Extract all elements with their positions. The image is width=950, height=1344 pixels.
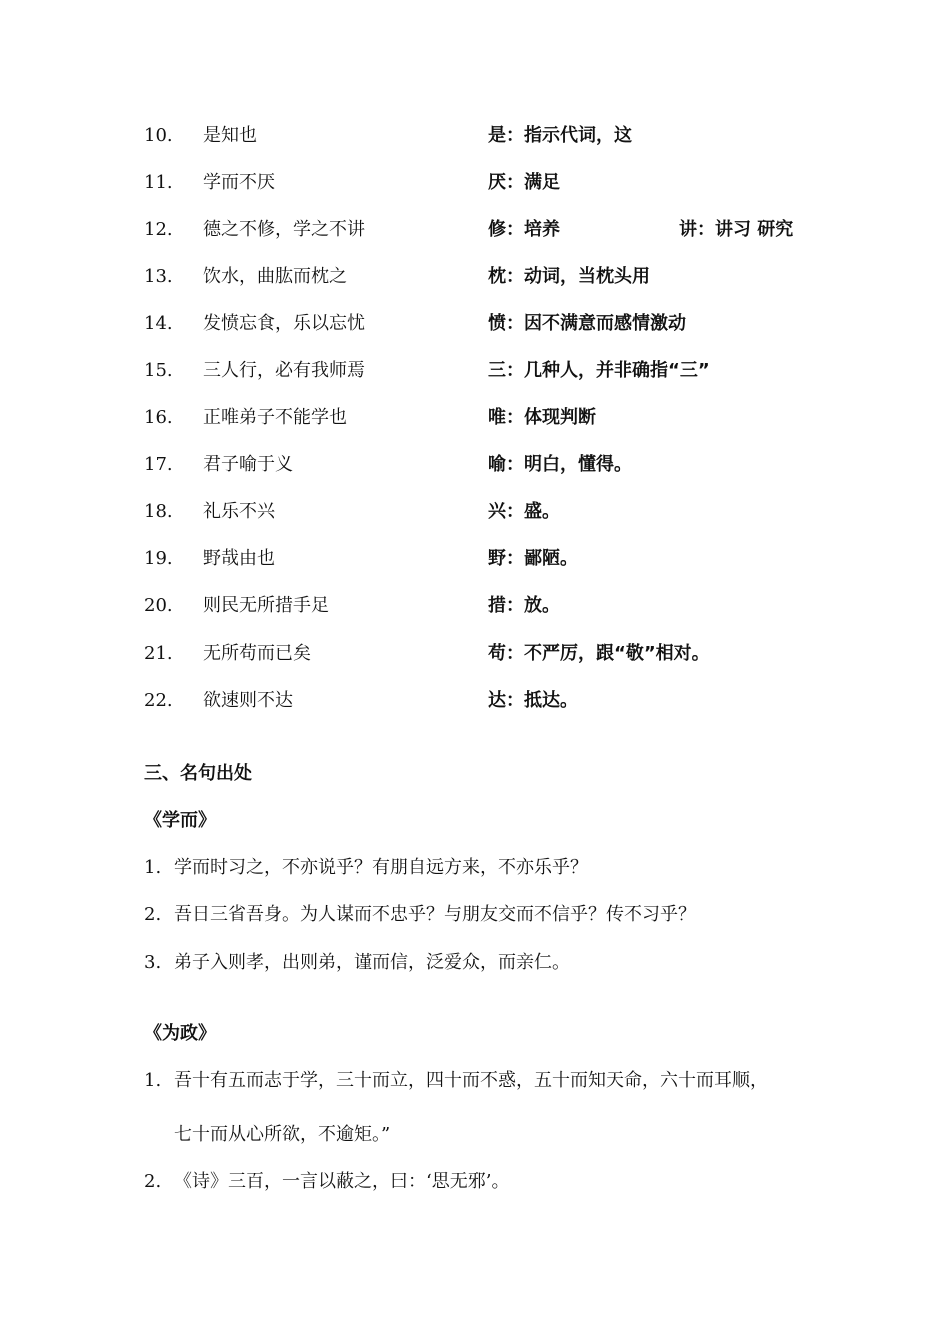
section-heading: 三、名句出处 (144, 763, 252, 784)
quote-text: 学而时习之，不亦说乎？有朋自远方来，不亦乐乎？ (174, 857, 588, 878)
vocab-row (0, 591, 950, 621)
vocab-phrase: 正唯弟子不能学也 (203, 407, 347, 428)
vocab-gloss: 野：鄙陋。 (488, 548, 578, 569)
vocab-number: 18. (144, 501, 173, 522)
vocab-phrase: 礼乐不兴 (203, 501, 275, 522)
vocab-row (0, 168, 950, 198)
vocab-gloss: 是：指示代词，这 (488, 125, 632, 146)
vocab-gloss: 愤：因不满意而感情激动 (488, 313, 686, 334)
vocab-row (0, 639, 950, 669)
vocab-phrase: 饮水，曲肱而枕之 (203, 266, 347, 287)
vocab-gloss: 唯：体现判断 (488, 407, 596, 428)
vocab-number: 16. (144, 407, 173, 428)
vocab-gloss: 达：抵达。 (488, 690, 578, 711)
vocab-row (0, 215, 950, 245)
vocab-row (0, 497, 950, 527)
vocab-phrase: 欲速则不达 (203, 690, 293, 711)
subsection-title-weizheng: 《为政》 (144, 1023, 216, 1044)
quote-number: 1. (144, 1070, 162, 1091)
quote-number: 2. (144, 1171, 162, 1192)
quote-text: 吾日三省吾身。为人谋而不忠乎？与朋友交而不信乎？传不习乎？ (174, 904, 696, 925)
vocab-gloss: 兴：盛。 (488, 501, 560, 522)
vocab-number: 10. (144, 125, 173, 146)
vocab-row (0, 403, 950, 433)
vocab-number: 14. (144, 313, 173, 334)
vocab-phrase: 三人行，必有我师焉 (203, 360, 365, 381)
subsection-title-xueer: 《学而》 (144, 810, 216, 831)
vocab-row (0, 544, 950, 574)
vocab-number: 13. (144, 266, 173, 287)
vocab-gloss: 苟：不严厉，跟“敬”相对。 (488, 643, 710, 664)
vocab-gloss: 枕：动词，当枕头用 (488, 266, 650, 287)
vocab-gloss: 修：培养 (488, 219, 560, 240)
quote-text: 吾十有五而志于学，三十而立，四十而不惑，五十而知天命，六十而耳顺， (174, 1070, 768, 1091)
vocab-row (0, 262, 950, 292)
vocab-phrase: 发愤忘食，乐以忘忧 (203, 313, 365, 334)
vocab-row (0, 686, 950, 716)
vocab-phrase: 无所苟而已矣 (203, 643, 311, 664)
vocab-gloss: 厌：满足 (488, 172, 560, 193)
vocab-phrase: 是知也 (203, 125, 257, 146)
quote-number: 3. (144, 952, 162, 973)
vocab-gloss: 三：几种人，并非确指“三” (488, 360, 710, 381)
vocab-row (0, 309, 950, 339)
vocab-number: 19. (144, 548, 173, 569)
quote-number: 2. (144, 904, 162, 925)
vocab-number: 22. (144, 690, 173, 711)
vocab-number: 12. (144, 219, 173, 240)
quote-text: 《诗》三百，一言以蔽之，曰：‘思无邪’。 (174, 1171, 510, 1192)
vocab-number: 11. (144, 172, 173, 193)
vocab-phrase: 野哉由也 (203, 548, 275, 569)
vocab-row (0, 450, 950, 480)
vocab-number: 21. (144, 643, 173, 664)
vocab-gloss-secondary: 讲：讲习 研究 (679, 219, 794, 240)
vocab-row (0, 121, 950, 151)
vocab-row (0, 356, 950, 386)
quote-number: 1. (144, 857, 162, 878)
vocab-phrase: 则民无所措手足 (203, 595, 329, 616)
vocab-gloss: 喻：明白，懂得。 (488, 454, 632, 475)
vocab-number: 15. (144, 360, 173, 381)
quote-text: 弟子入则孝，出则弟，谨而信，泛爱众，而亲仁。 (174, 952, 570, 973)
quote-text-continuation: 七十而从心所欲，不逾矩。” (174, 1124, 391, 1145)
vocab-phrase: 德之不修，学之不讲 (203, 219, 365, 240)
vocab-phrase: 学而不厌 (203, 172, 275, 193)
vocab-gloss: 措：放。 (488, 595, 560, 616)
vocab-phrase: 君子喻于义 (203, 454, 293, 475)
vocab-number: 17. (144, 454, 173, 475)
vocab-number: 20. (144, 595, 173, 616)
